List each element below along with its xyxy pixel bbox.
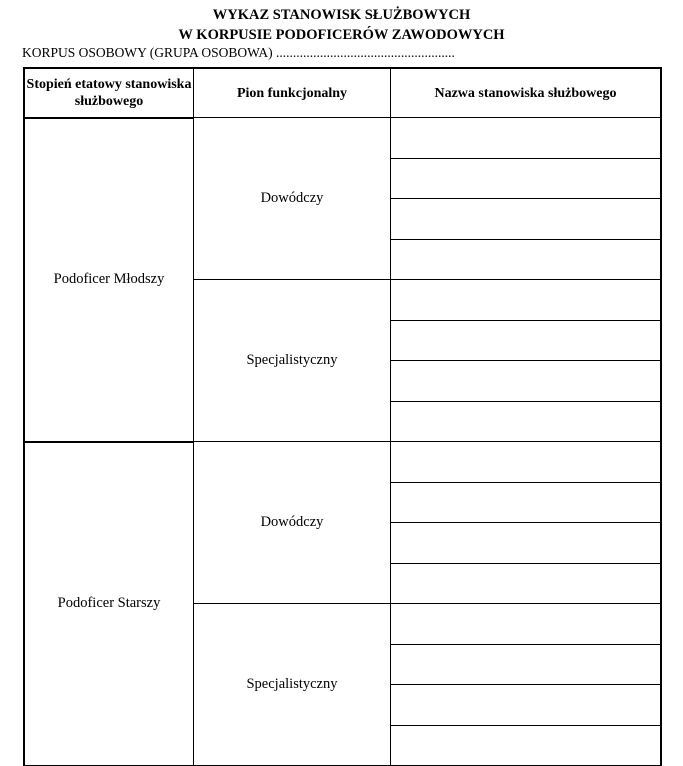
position-name-cell[interactable] xyxy=(391,361,661,402)
position-name-cell[interactable] xyxy=(391,118,661,159)
positions-table xyxy=(24,68,661,766)
pion-cell: Dowódczy xyxy=(194,442,391,604)
position-name-cell[interactable] xyxy=(391,523,661,564)
document-title-line-2: W KORPUSIE PODOFICERÓW ZAWODOWYCH xyxy=(178,27,505,43)
table-row xyxy=(25,442,661,483)
rank-cell: Podoficer Młodszy xyxy=(25,118,194,442)
position-name-cell[interactable] xyxy=(391,482,661,523)
document-title-line-1: WYKAZ STANOWISK SŁUŻBOWYCH xyxy=(212,7,471,23)
header-pion: Pion funkcjonalny xyxy=(194,69,391,118)
position-name-cell[interactable] xyxy=(391,401,661,442)
position-name-cell[interactable] xyxy=(391,685,661,726)
pion-cell: Dowódczy xyxy=(194,118,391,280)
position-name-cell[interactable] xyxy=(391,158,661,199)
position-name-cell[interactable] xyxy=(391,442,661,483)
header-row xyxy=(25,69,661,118)
header-position-name: Nazwa stanowiska służbowego xyxy=(391,69,661,118)
rank-cell: Podoficer Starszy xyxy=(25,442,194,766)
table-row xyxy=(25,118,661,159)
corps-line: KORPUS OSOBOWY (GRUPA OSOBOWA) ..................................................... xyxy=(22,45,455,60)
pion-cell: Specjalistyczny xyxy=(194,280,391,442)
position-name-cell[interactable] xyxy=(391,563,661,604)
pion-cell: Specjalistyczny xyxy=(194,604,391,766)
header-rank: Stopień etatowy stanowiska służbowego xyxy=(25,69,194,118)
position-name-cell[interactable] xyxy=(391,239,661,280)
position-name-cell[interactable] xyxy=(391,725,661,766)
position-name-cell[interactable] xyxy=(391,604,661,645)
position-name-cell[interactable] xyxy=(391,644,661,685)
position-name-cell[interactable] xyxy=(391,280,661,321)
position-name-cell[interactable] xyxy=(391,199,661,240)
position-name-cell[interactable] xyxy=(391,320,661,361)
